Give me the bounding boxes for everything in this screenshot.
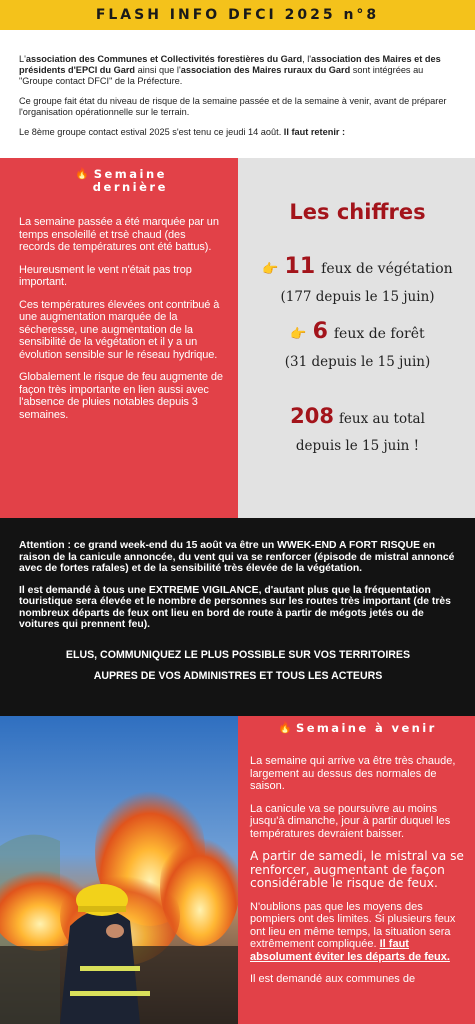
alert-paragraph-2: Il est demandé à tous une EXTREME VIGILANCE, d'autant plus que la fréquentation touristique sera élevée et le nombre de personnes sur les routes très important (de très nombreux départs de feux ont lieu en bord de route à partir de mégots jetés ou de voitures qui prennent feu). xyxy=(19,584,451,630)
alert-section xyxy=(0,518,475,716)
header-banner xyxy=(0,0,475,30)
elected-officials-call xyxy=(19,645,457,687)
next-week-paragraph-2: La canicule va se poursuivre au moins jusqu'à dimanche, jour à partir duquel les températures devraient baisser. xyxy=(250,802,451,840)
last-week-title-line1: Semaine xyxy=(93,167,167,181)
forest-fires-stat xyxy=(250,319,465,344)
wildfire-firefighter-image xyxy=(0,716,238,1024)
fire-icon: 🔥 xyxy=(278,722,293,734)
forest-fires-count: 6 xyxy=(312,319,328,344)
vegetation-fires-stat xyxy=(250,254,465,279)
last-week-and-figures xyxy=(0,158,475,518)
vegetation-fires-label: feux de végétation xyxy=(321,261,453,277)
figures-title: Les chiffres xyxy=(289,200,426,224)
avoid-fires-emphasis: Il faut absolument éviter les départs de feux. xyxy=(250,938,450,963)
last-week-title-line2: dernière xyxy=(92,180,168,194)
intro-paragraph-1: L'association des Communes et Collectivités forestières du Gard, l'association des Maires et des présidents d'EPCI du Gard ainsi que l'association des Maires ruraux du Gard sont intégrées au "Groupe contact DFCI" de la Préfecture. xyxy=(19,54,441,86)
vegetation-fires-count: 11 xyxy=(284,254,316,279)
last-week-paragraph: Ces températures élevées ont contribué à une augmentation marquée de la sécheresse, une augmentation de la sensibilité de la végétation et il y a un évolution sensible sur le réseau hydrique. xyxy=(19,298,220,361)
next-week-section xyxy=(0,716,475,1024)
next-week-paragraph-1: La semaine qui arrive va être très chaude, largement au dessus des normales de saison. xyxy=(250,755,456,792)
fire-icon: 🔥 xyxy=(75,168,89,180)
forest-fires-since: (31 depuis le 15 juin) xyxy=(284,354,431,370)
intro-paragraph-3: Le 8ème groupe contact estival 2025 s'est tenu ce jeudi 14 août. Il faut retenir : xyxy=(19,127,346,137)
next-week-text xyxy=(250,755,465,986)
total-fires-count: 208 xyxy=(290,404,334,428)
last-week-paragraph: Heureusment le vent n'était pas trop important. xyxy=(19,263,192,288)
alert-paragraph-1: Attention : ce grand week-end du 15 août va être un WWEK-END A FORT RISQUE en raison de la canicule annoncée, du vent qui va se renforcer (épisode de mistral annoncé avec de fortes rafales) et de la sensibilité très élevée de la végétation. xyxy=(19,540,455,574)
next-week-paragraph-3: A partir de samedi, le mistral va se renforcer, augmentant de façon considérable le risque de feux. xyxy=(250,849,464,890)
call-line-2: AUPRES DE VOS ADMINISTRES ET TOUS LES ACTEURS xyxy=(93,669,383,682)
total-fires-stat xyxy=(250,404,465,454)
forest-fires-label: feux de forêt xyxy=(333,326,425,342)
total-fires-label: feux au total xyxy=(338,411,425,427)
figures-panel xyxy=(238,158,475,518)
last-week-text xyxy=(19,216,224,421)
total-fires-since: depuis le 15 juin ! xyxy=(295,438,420,454)
last-week-panel xyxy=(0,158,238,518)
next-week-paragraph-4: N'oublions pas que les moyens des pompiers ont des limites. Si plusieurs feux ont lieu en même temps, la situation sera extrêmement compliquée. Il faut absolument éviter les départs de feux. xyxy=(250,900,456,963)
last-week-heading xyxy=(19,168,224,194)
next-week-panel xyxy=(238,716,475,1024)
next-week-heading xyxy=(250,722,465,735)
newsletter-title: FLASH INFO DFCI 2025 n°8 xyxy=(95,7,380,23)
call-line-1: ELUS, COMMUNIQUEZ LE PLUS POSSIBLE SUR VOS TERRITOIRES xyxy=(65,648,411,661)
intro-paragraph-2: Ce groupe fait état du niveau de risque de la semaine passée et de la semaine à venir, avant de préparer l'organisation opérationnelle sur le terrain. xyxy=(19,96,447,117)
pointing-hand-icon: 👉 xyxy=(290,327,307,342)
next-week-paragraph-5: Il est demandé aux communes de xyxy=(250,973,416,985)
last-week-paragraph: La semaine passée a été marquée par un temps ensoleillé et trsè chaud (des records de températures ont été battus). xyxy=(19,216,219,253)
next-week-title: Semaine à venir xyxy=(296,721,437,735)
last-week-paragraph: Globalement le risque de feu augmente de façon très importante en lien aussi avec l'absence de pluies notables depuis 3 semaines. xyxy=(19,371,223,421)
firefighter-photo xyxy=(0,716,238,1024)
pointing-hand-icon: 👉 xyxy=(262,262,279,277)
vegetation-fires-since: (177 depuis le 15 juin) xyxy=(280,289,435,305)
intro-section xyxy=(0,30,475,158)
